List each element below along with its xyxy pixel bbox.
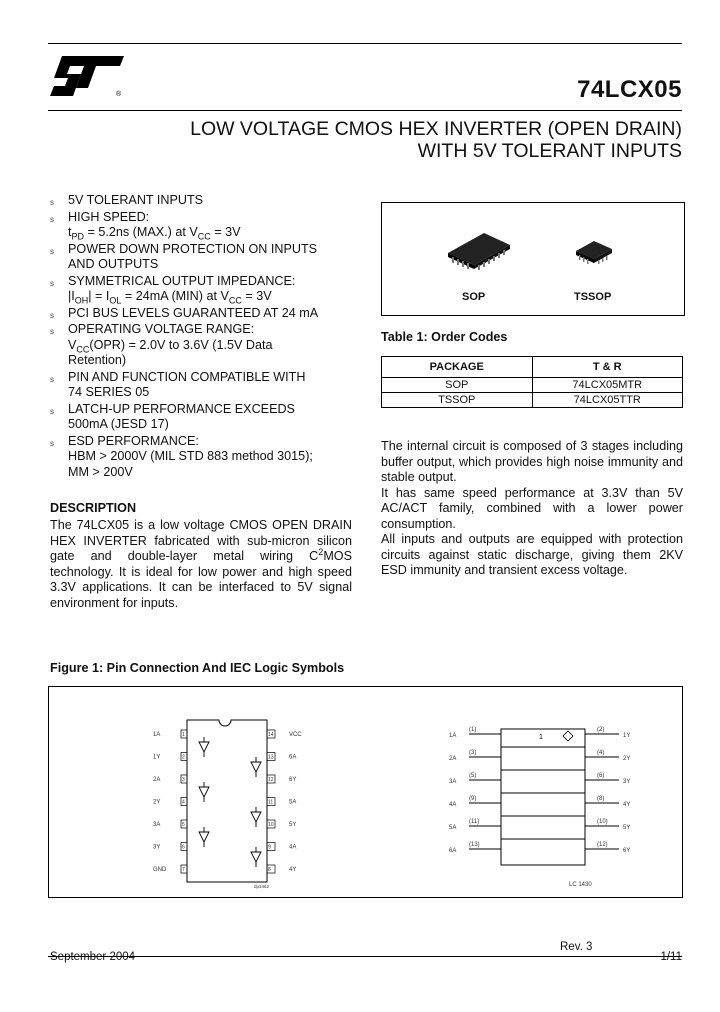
- page-number: 1/11: [660, 951, 682, 963]
- part-number: 74LCX05: [577, 76, 682, 103]
- dip-right-pin-number: 12: [268, 777, 274, 783]
- dip-inverters: [199, 737, 261, 867]
- internal-circuit-text: [381, 439, 683, 579]
- cell-code: 74LCX05TTR: [532, 393, 683, 408]
- figure-box: [48, 686, 683, 898]
- top-rule: [48, 43, 682, 44]
- figure-drawing: [49, 687, 682, 897]
- iec-output-name: 6Y: [623, 848, 631, 854]
- iec-box: [501, 729, 585, 865]
- dip-left-pin-name: 1A: [153, 732, 161, 738]
- dip-left-pin-number: 6: [182, 844, 185, 851]
- iec-input-number: (13): [469, 842, 480, 848]
- dip-right-pin-number: 9: [268, 844, 271, 851]
- internal-p3: All inputs and outputs are equipped with protection circuits against static discharge, giving them 2KV ESD immunity and transient excess voltage.: [381, 532, 683, 577]
- dip-pins: [153, 730, 302, 873]
- order-table-caption: Table 1: Order Codes: [381, 330, 508, 344]
- iec-input-name: 3A: [449, 779, 457, 785]
- iec-input-name: 4A: [449, 802, 457, 808]
- iec-output-name: 5Y: [623, 825, 631, 831]
- footer-rule: [48, 956, 682, 957]
- feature-list: [49, 193, 354, 481]
- col-tr: T & R: [532, 357, 683, 378]
- dip-right-pin-name: 5A: [289, 799, 297, 806]
- st-logo: [48, 52, 128, 100]
- iec-output-number: (4): [597, 750, 605, 756]
- dip-right-pin-number: 8: [268, 867, 271, 873]
- table-row: [382, 393, 683, 408]
- dip-left-pin-name: GND: [153, 867, 167, 873]
- dip-left-pin-name: 3A: [153, 822, 161, 828]
- dip-right-pin-name: 6Y: [289, 777, 297, 783]
- table-header-row: [382, 357, 683, 378]
- package-box: [381, 202, 685, 316]
- feature-item: s HIGH SPEED: $t_{PD} = 5.2ns$ (MAX.) at $V_{CC} = 3V$: [50, 209, 241, 242]
- feature-item: s LATCH-UP PERFORMANCE EXCEEDS 500mA (JESD 17): [50, 401, 295, 431]
- dip-left-pin-number: 4: [182, 799, 185, 806]
- iec-output-number: (6): [597, 773, 605, 779]
- iec-output-name: 2Y: [623, 756, 631, 762]
- title-line-2: WITH 5V TOLERANT INPUTS: [417, 140, 682, 162]
- dip-left-pin-number: 3: [182, 777, 185, 783]
- title-line-1: LOW VOLTAGE CMOS HEX INVERTER (OPEN DRAIN): [190, 118, 682, 140]
- dip-right-pin-number: 11: [268, 799, 274, 806]
- iec-input-name: 2A: [449, 756, 457, 762]
- iec-output-name: 1Y: [623, 733, 631, 739]
- sop-label: SOP: [462, 291, 486, 303]
- dip-right-pin-name: VCC: [289, 732, 302, 738]
- iec-output-number: (2): [597, 727, 605, 733]
- iec-input-number: (1): [469, 727, 477, 733]
- iec-input-number: (3): [469, 750, 477, 756]
- iec-output-name: 4Y: [623, 802, 631, 808]
- registered-mark: ®: [116, 91, 122, 98]
- iec-rows: [449, 727, 630, 854]
- description-heading: DESCRIPTION: [50, 501, 137, 515]
- iec-input-name: 5A: [449, 825, 457, 831]
- iec-output-number: (10): [597, 819, 608, 825]
- feature-item: s OPERATING VOLTAGE RANGE: $V_{CC}(OPR) = 2.0V$ to 3.6V (1.5V Data Retention): [50, 322, 273, 367]
- dip-right-pin-number: 10: [268, 822, 274, 828]
- doc-title: [190, 118, 682, 162]
- feature-item: s PIN AND FUNCTION COMPATIBLE WITH 74 SERIES 05: [50, 369, 306, 399]
- order-table: [381, 356, 683, 408]
- cell-package: TSSOP: [382, 393, 533, 408]
- dip-left-pin-name: 3Y: [153, 844, 161, 851]
- internal-p1: The internal circuit is composed of 3 stages including buffer output, which provides high noise immunity and stable output.: [381, 439, 683, 484]
- dip-left-pin-number: 7: [182, 867, 185, 873]
- footer-date: September 2004: [50, 951, 136, 963]
- dip-outline: [187, 720, 267, 882]
- col-package: PACKAGE: [382, 357, 533, 378]
- dip-code: dp1462: [254, 884, 270, 889]
- iec-input-number: (11): [469, 819, 480, 825]
- feature-item: s ESD PERFORMANCE: HBM > 2000V (MIL STD 883 method 3015); MM > 200V: [50, 433, 313, 479]
- tssop-label: TSSOP: [574, 291, 612, 303]
- revision: Rev. 3: [560, 941, 593, 953]
- cell-code: 74LCX05MTR: [532, 378, 683, 393]
- iec-opendrain-icon: [563, 731, 573, 741]
- dip-right-pin-number: 14: [268, 732, 274, 738]
- feature-item: s 5V TOLERANT INPUTS: [50, 193, 204, 207]
- dip-left-pin-name: 1Y: [153, 754, 161, 761]
- dip-left-pin-number: 1: [182, 732, 185, 738]
- iec-code: LC 1430: [569, 882, 592, 888]
- dip-left-pin-number: 5: [182, 822, 185, 828]
- figure-caption: Figure 1: Pin Connection And IEC Logic Symbols: [50, 661, 345, 675]
- description-text: The 74LCX05 is a low voltage CMOS OPEN DRAIN HEX INVERTER fabricated with sub-micron silicon gate and double-layer metal wiring $C^2MOS$ technology. It is ideal for low power and high speed 3.3V applications. It can be interfaced to 5V signal environment for inputs.: [50, 518, 352, 610]
- iec-input-name: 6A: [449, 848, 457, 854]
- dip-right-pin-number: 13: [268, 754, 274, 761]
- iec-output-name: 3Y: [623, 779, 631, 785]
- dip-right-pin-name: 6A: [289, 754, 297, 761]
- iec-input-number: (5): [469, 773, 477, 779]
- dip-right-pin-name: 4Y: [289, 867, 297, 873]
- cell-package: SOP: [382, 378, 533, 393]
- iec-output-number: (8): [597, 796, 605, 802]
- feature-item: s POWER DOWN PROTECTION ON INPUTS AND OUTPUTS: [50, 241, 318, 271]
- iec-one: 1: [539, 734, 543, 741]
- feature-item: s SYMMETRICAL OUTPUT IMPEDANCE: $|I_{OH}| = I_{OL} = 24mA$ (MIN) at $V_{CC} = 3V$: [50, 273, 296, 306]
- iec-input-number: (9): [469, 796, 477, 802]
- iec-input-name: 1A: [449, 733, 457, 739]
- dip-left-pin-name: 2A: [153, 777, 161, 783]
- dip-right-pin-name: 5Y: [289, 822, 297, 828]
- title-rule: [48, 110, 682, 111]
- dip-left-pin-number: 2: [182, 754, 185, 761]
- internal-p2: It has same speed performance at 3.3V than 5V AC/ACT family, combined with a lower power consumption.: [381, 485, 683, 531]
- tssop-package-image: [572, 237, 616, 271]
- table-row: [382, 378, 683, 393]
- dip-left-pin-name: 2Y: [153, 799, 161, 806]
- sop-package-image: [444, 231, 514, 275]
- iec-output-number: (12): [597, 842, 608, 848]
- feature-item: s PCI BUS LEVELS GUARANTEED AT 24 mA: [50, 305, 319, 320]
- dip-right-pin-name: 4A: [289, 844, 297, 851]
